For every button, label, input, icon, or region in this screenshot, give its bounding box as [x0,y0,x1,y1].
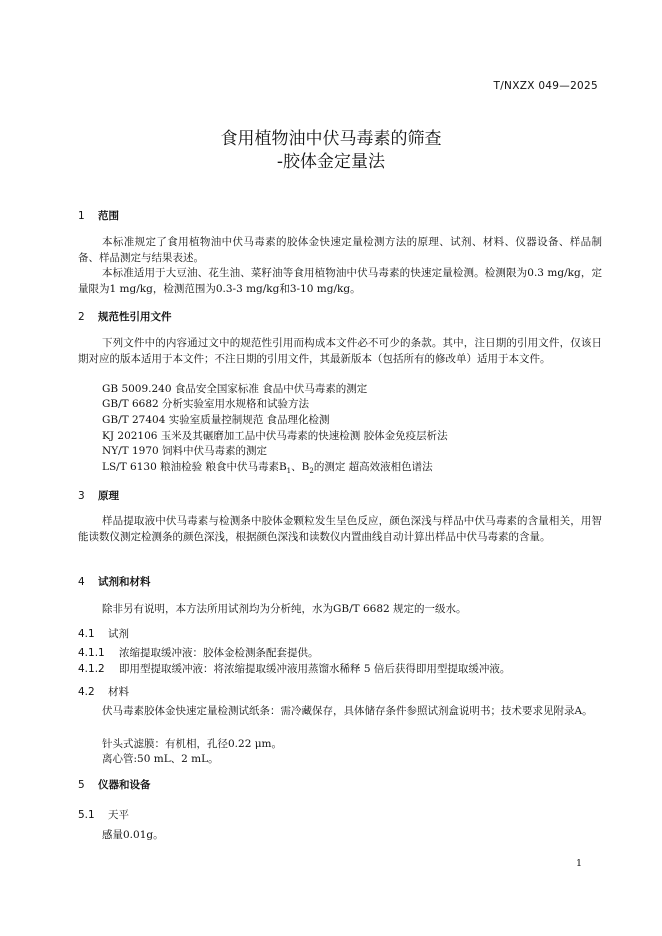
reference-item: GB/T 27404 实验室质量控制规范 食品理化检测 [102,414,330,426]
paragraph: 本标准适用于大豆油、花生油、菜籽油等食用植物油中伏马毒素的快速定量检测。检测限为0.3 mg/kg，定量限为1 mg/kg，检测范围为0.3-3 mg/kg和3-10 mg/kg。 [78,267,602,295]
reference-item: GB 5009.240 食品安全国家标准 食品中伏马毒素的测定 [102,383,368,395]
section-number: 3 [78,490,85,502]
clause-item: 4.1.1 浓缩提取缓冲液：胶体金检测条配套提供。 [78,647,319,659]
section-5-heading [78,777,151,792]
reference-item: NY/T 1970 饲料中伏马毒素的测定 [102,445,268,457]
reference-item: KJ 202106 玉米及其碾磨加工品中伏马毒素的快速检测 胶体金免疫层析法 [102,430,448,442]
clause-item: 4.1.2 即用型提取缓冲液：将浓缩提取缓冲液用蒸馏水稀释 5 倍后获得即用型提取缓冲液。 [78,663,511,675]
section-number: 1 [78,210,85,222]
section-title: 范围 [98,210,119,222]
section-title: 仪器和设备 [98,779,151,791]
section-title: 规范性引用文件 [98,311,172,323]
paragraph: 样品提取液中伏马毒素与检测条中胶体金颗粒发生呈色反应，颜色深浅与样品中伏马毒素的含量相关，用智能读数仪测定检测条的颜色深浅，根据颜色深浅和读数仪内置曲线自动计算出样品中伏马毒素的含量。 [78,515,602,543]
section-number: 2 [78,311,85,323]
material-item: 针头式滤膜：有机相，孔径0.22 μm。 [102,738,282,750]
document-subtitle: -胶体金定量法 [276,152,386,172]
paragraph: 除非另有说明，本方法所用试剂均为分析纯，水为GB/T 6682 规定的一级水。 [102,603,467,615]
material-item: 离心管:50 mL、2 mL。 [102,753,219,765]
section-number: 5 [78,779,85,791]
paragraph: 感量0.01g。 [102,829,164,841]
standard-number: T/NXZX 049—2025 [493,80,598,92]
page-number: 1 [575,858,582,869]
section-2-heading [78,309,172,324]
section-4-heading [78,574,151,589]
document-title: 食用植物油中伏马毒素的筛查 [220,129,442,149]
section-3-heading [78,488,119,503]
subsection-4-2-heading: 4.2 材料 [78,686,129,698]
section-title: 原理 [98,490,119,502]
reference-item: GB/T 6682 分析实验室用水规格和试验方法 [102,398,310,410]
section-1-heading [78,208,119,223]
reference-item: LS/T 6130 粮油检验 粮食中伏马毒素$B_1$、$B_2$的测定 超高效液相色谱法 [102,461,433,476]
section-title: 试剂和材料 [98,576,151,588]
subsection-4-1-heading: 4.1 试剂 [78,628,129,640]
paragraph: 伏马毒素胶体金快速定量检测试纸条：需冷藏保存，具体储存条件参照试剂盒说明书；技术要求见附录A。 [102,705,593,717]
subsection-5-1-heading: 5.1 天平 [78,809,129,821]
paragraph: 下列文件中的内容通过文中的规范性引用而构成本文件必不可少的条款。其中，注日期的引用文件，仅该日期对应的版本适用于本文件；不注日期的引用文件，其最新版本（包括所有的修改单）适用于本文件。 [78,337,602,365]
paragraph: 本标准规定了食用植物油中伏马毒素的胶体金快速定量检测方法的原理、试剂、材料、仪器设备、样品制备、样品测定与结果表述。 [78,236,602,264]
section-number: 4 [78,576,85,588]
